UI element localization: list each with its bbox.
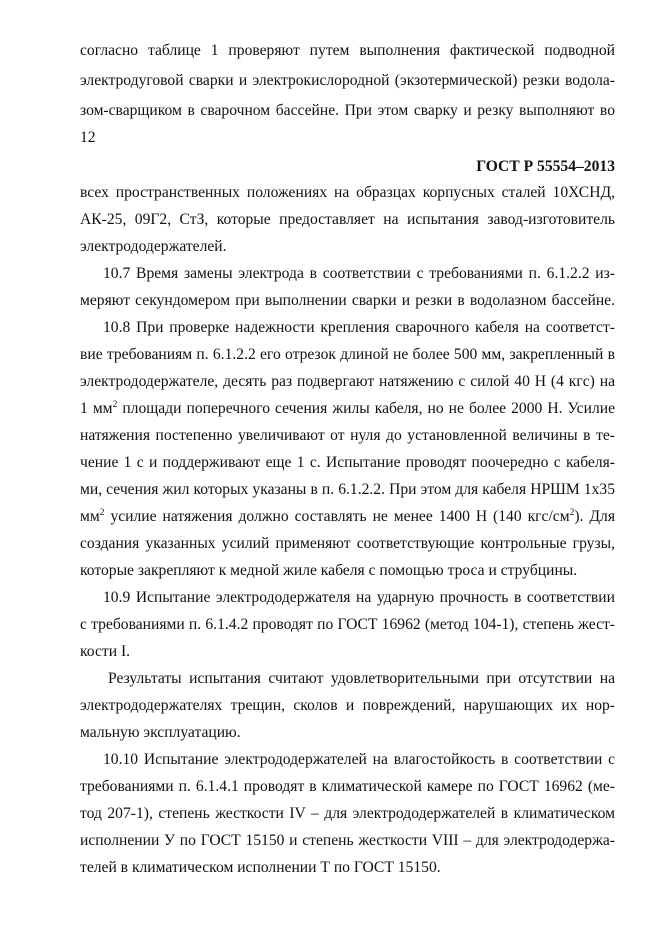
text-fragment: ). Для — [574, 508, 615, 525]
text-line — [80, 399, 615, 419]
text-line: мальную эксплуатацию. — [80, 724, 241, 741]
superscript: 2 — [569, 508, 575, 518]
text-line: создания указанных усилий применяют соответствующие контрольные грузы, — [80, 535, 615, 552]
text-fragment: усилие натяжения должно составлять не менее 1400 Н (140 кгс/см — [104, 508, 570, 525]
clause-10-8: 10.8 При проверке надежности крепления сварочного кабеля на соответст- — [103, 319, 615, 336]
text-line — [80, 507, 615, 527]
text-fragment: площади поперечного сечения жилы кабеля, но не более 2000 Н. Усилие — [117, 400, 615, 417]
document-header: ГОСТ Р 55554–2013 — [476, 158, 615, 175]
text-line: которые закрепляют к медной жиле кабеля с помощью троса и струбцины. — [80, 562, 578, 579]
text-line: электродуговой сварки и электрокислородной (экзотермической) резки водола- — [80, 72, 615, 89]
text-fragment: мм — [80, 508, 100, 525]
text-line: согласно таблице 1 проверяют путем выполнения фактической подводной — [80, 42, 615, 59]
superscript: 2 — [112, 400, 118, 410]
text-line: натяжения постепенно увеличивают от нуля до установленной величины в те- — [80, 427, 615, 444]
text-line: электрододержателе, десять раз подвергают натяжению с силой 40 Н (4 кгс) на — [80, 373, 615, 390]
text-line: электрододержателей. — [80, 238, 227, 255]
text-line: чение 1 с и поддерживают еще 1 с. Испытание проводят поочередно с кабеля- — [80, 454, 615, 471]
text-line: ми, сечения жил которых указаны в п. 6.1.2.2. При этом для кабеля НРШМ 1х35 — [80, 481, 615, 498]
text-line: АК-25, 09Г2, СтЗ, которые предоставляет на испытания завод-изготовитель — [80, 211, 615, 228]
text-line: требованиями п. 6.1.4.1 проводят в климатической камере по ГОСТ 16962 (ме- — [80, 778, 615, 795]
text-line: телей в климатическом исполнении Т по ГОСТ 15150. — [80, 859, 441, 876]
page-number: 12 — [80, 129, 96, 146]
superscript: 2 — [99, 508, 105, 518]
text-line: меряют секундомером при выполнении сварки и резки в водолазном бассейне. — [80, 292, 615, 309]
text-line: зом-сварщиком в сварочном бассейне. При этом сварку и резку выполняют во — [80, 102, 615, 119]
text-line: электрододержателях трещин, сколов и повреждений, нарушающих их нор- — [80, 697, 615, 714]
text-line: с требованиями п. 6.1.4.2 проводят по ГОСТ 16962 (метод 104-1), степень жест- — [80, 616, 615, 633]
clause-10-10: 10.10 Испытание электрододержателей на влагостойкость в соответствии с — [103, 751, 615, 768]
text-line: тод 207-1), степень жесткости IV – для электрододержателей в климатическом — [80, 805, 615, 822]
text-line: Результаты испытания считают удовлетворительными при отсутствии на — [108, 670, 615, 687]
clause-10-7: 10.7 Время замены электрода в соответствии с требованиями п. 6.1.2.2 из- — [103, 265, 615, 282]
text-line: вие требованиям п. 6.1.2.2 его отрезок длиной не более 500 мм, закрепленный в — [80, 346, 615, 363]
text-line: исполнении У по ГОСТ 15150 и степень жесткости VIII – для электрододержа- — [80, 832, 615, 849]
clause-10-9: 10.9 Испытание электрододержателя на ударную прочность в соответствии — [103, 589, 615, 606]
text-fragment: 1 мм — [80, 400, 113, 417]
text-line: кости I. — [80, 643, 131, 660]
text-line: всех пространственных положениях на образцах корпусных сталей 10ХСНД, — [80, 184, 615, 201]
